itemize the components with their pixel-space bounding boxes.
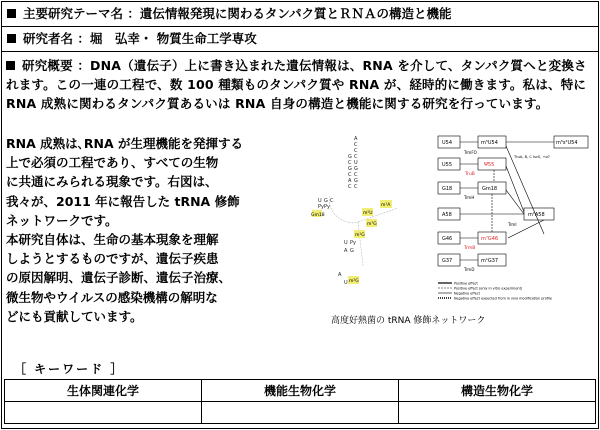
body-paragraph (6, 134, 276, 326)
body-line: 上で必須の工程であり、すべての生物 (6, 155, 219, 171)
nucleotide-letter: U (318, 198, 322, 204)
nucleotide-letter: C (348, 184, 352, 190)
nucleotide-letter: C (348, 172, 352, 178)
nucleotide-letter: G (354, 166, 358, 172)
nucleotide-letter: C (354, 184, 358, 190)
node-label: m⁷G46 (481, 236, 499, 242)
nucleotide-letter: G (354, 178, 358, 184)
nucleotide-letter: U (344, 280, 348, 286)
nucleotide-letter: U (354, 160, 358, 166)
acceptor-stem (348, 136, 358, 190)
body-line: の原因解明、遺伝子診断、遺伝子治療、 (6, 270, 232, 286)
keyword-cell: 機能生物化学 (202, 380, 399, 402)
enzyme-label: TrmFO (464, 150, 477, 155)
modification-label: m¹A (381, 203, 391, 208)
legend-text: Negative effect expected from in vivo modification profile (454, 296, 552, 301)
body-line: 本研究自体は、生命の基本現象を理解 (6, 232, 219, 248)
trna-cloverleaf (311, 136, 398, 286)
node-label: m¹G37 (481, 258, 499, 264)
square-bullet-icon (7, 9, 16, 18)
enzyme-label: TrmB (464, 246, 476, 251)
nucleotide-letter: G (324, 198, 328, 204)
modification-label: m⁷G (367, 222, 377, 227)
enzyme-label: TtuA, B, C IscS, +α? (514, 155, 550, 159)
keyword-cell: 構造生物化学 (399, 380, 596, 402)
researcher-text: 研究者名 ：堀 弘幸・ 物質生命工学専攻 (23, 31, 257, 46)
node-label: Ψ55 (484, 162, 495, 168)
nucleotide-letter: U (344, 240, 348, 246)
enzyme-label: TrmI (508, 222, 517, 227)
enzyme-label: TruB (465, 172, 475, 177)
keywords-table (4, 379, 596, 424)
enzyme-label: TrmH (464, 195, 475, 200)
nucleotide-letter: Py (324, 204, 330, 210)
node-label: G37 (442, 258, 453, 264)
nucleotide-letter: G (348, 166, 352, 172)
nucleotide-letter: A (344, 248, 348, 254)
enzyme-label: TrmD (464, 267, 475, 272)
node-label: m¹A58 (528, 212, 545, 218)
figure-caption: 高度好熱菌の tRNA 修飾ネットワーク (331, 316, 486, 326)
node-label: m⁵s²U54 (556, 140, 578, 146)
modification-label: m²G (349, 279, 359, 284)
body-line: 微生物やウイルスの感染機構の解明な (6, 289, 218, 305)
nucleotide-letter: C (330, 198, 334, 204)
nucleotide-letter: C (348, 160, 352, 166)
nucleotide-letter: C (354, 148, 358, 154)
figure-legend (438, 282, 552, 301)
body-line: どにも貢献しています。 (6, 308, 143, 324)
divider (1, 26, 599, 27)
legend-text: Negative effect (454, 291, 480, 296)
square-bullet-icon (7, 34, 16, 43)
nucleotide-letter: A (348, 178, 352, 184)
nucleotide-letter: C (354, 142, 358, 148)
body-line: RNA 成熟は､RNA が生理機能を発揮する (6, 136, 243, 151)
nucleotide-letter: G (350, 248, 354, 254)
nucleotide-letter: Py (350, 240, 356, 246)
nucleotide-letter: G (348, 154, 352, 160)
empty-cell (399, 402, 596, 424)
modification-label: m⁵U (363, 211, 373, 216)
theme-text: 主要研究テーマ名 ：遺伝情報発現に関わるタンパク質とＲＮＡの構造と機能 (23, 6, 452, 21)
body-line: ネットワークです。 (6, 212, 118, 228)
node-label: U54 (442, 140, 453, 146)
node-label: A58 (442, 212, 452, 218)
modification-label: m¹G (355, 233, 365, 238)
table-row (5, 380, 596, 402)
theme-heading (4, 6, 451, 22)
legend-text: Positive effect (454, 281, 478, 286)
trna-modification-figure (288, 126, 598, 326)
body-line: 我々が、2011 年に報告した tRNA 修飾 (6, 193, 240, 209)
modification-label: Gm18 (311, 213, 325, 218)
node-label: G46 (442, 236, 453, 242)
node-label: U55 (442, 162, 453, 168)
keywords-title: ［ キーワード ］ (14, 362, 125, 376)
divider (1, 51, 599, 52)
node-label: G18 (442, 186, 453, 192)
overview-paragraph (6, 56, 594, 113)
nucleotide-letter: C (354, 172, 358, 178)
node-label: Gm18 (482, 186, 498, 192)
node-label: m⁵U54 (481, 140, 498, 146)
empty-cell (5, 402, 202, 424)
researcher-heading (4, 31, 257, 47)
body-line: しようとするものですが、遺伝子疾患 (6, 251, 219, 267)
nucleotide-letter: A (354, 136, 358, 142)
empty-cell (202, 402, 399, 424)
legend-text: Positive effect (only in vitro experiment) (454, 286, 523, 291)
keyword-cell: 生体関連化学 (5, 380, 202, 402)
nucleotide-letter: Py (318, 204, 324, 210)
body-line: に共通にみられる現象です。右図は、 (6, 174, 218, 190)
network-arrows (460, 142, 554, 260)
table-row (5, 402, 596, 424)
nucleotide-letter: C (354, 154, 358, 160)
overview-text: 研究概要 ：DNA（遺伝子）上に書き込まれた遺伝情報は、RNA を介して、タンパク質へと変換されます。この一連の工程で、数 100 種類ものタンパク質や RNA が、経時的に働きます。私は、特に RNA 成熟に関わるタンパク質あるいは RNA 自身の構造と機能に関する研究を行っています。 (6, 58, 587, 111)
modification-network (438, 136, 588, 301)
square-bullet-icon (6, 61, 15, 70)
d-arm (318, 198, 334, 210)
nucleotide-letter: A (338, 272, 342, 278)
